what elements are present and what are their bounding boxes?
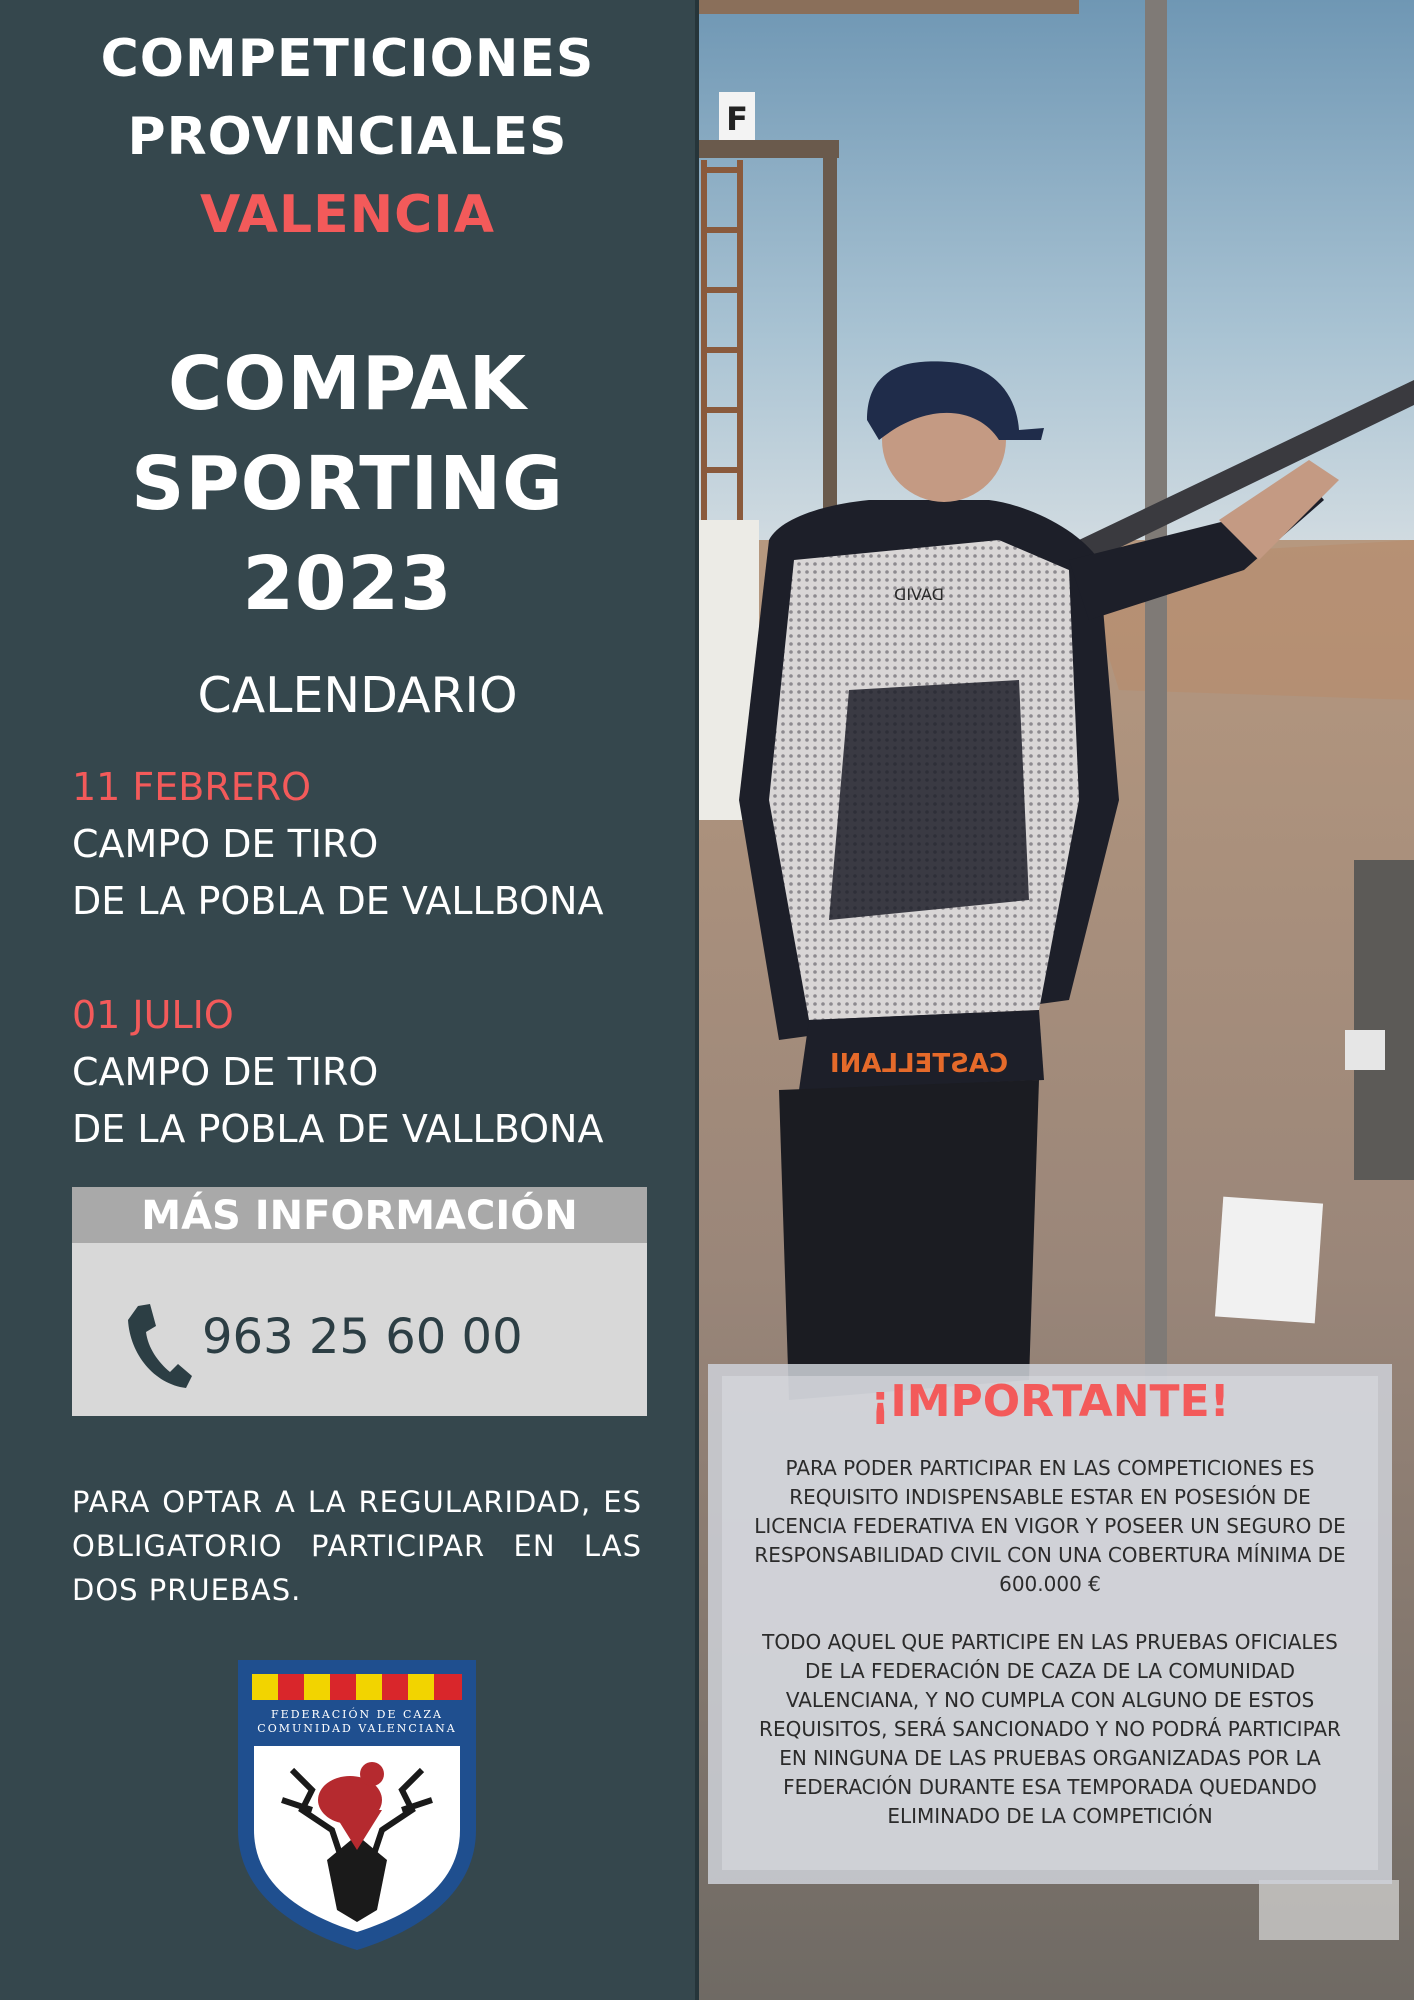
event-place-1-line-1: CAMPO DE TIRO bbox=[72, 822, 379, 866]
important-title: ¡IMPORTANTE! bbox=[870, 1376, 1230, 1427]
crest-text-2: COMUNIDAD VALENCIANA bbox=[257, 1722, 457, 1735]
header-line-1: COMPETICIONES bbox=[100, 29, 595, 89]
station-sign: F bbox=[726, 100, 748, 138]
federation-crest bbox=[232, 1660, 482, 1950]
info-title: MÁS INFORMACIÓN bbox=[72, 1187, 647, 1243]
vest-name: DAVID bbox=[894, 585, 944, 604]
crest-stripes bbox=[252, 1674, 462, 1700]
event-date-2: 01 JULIO bbox=[72, 993, 234, 1037]
important-box bbox=[708, 1364, 1392, 1884]
phone-icon bbox=[124, 1300, 194, 1390]
event-place-1-line-2: DE LA POBLA DE VALLBONA bbox=[72, 879, 604, 923]
regularity-note: PARA OPTAR A LA REGULARIDAD, ES OBLIGATORIO PARTICIPAR EN LAS DOS PRUEBAS. bbox=[72, 1485, 642, 1607]
event-title-line-1: COMPAK bbox=[168, 341, 527, 427]
important-paragraph-2: TODO AQUEL QUE PARTICIPE EN LAS PRUEBAS OFICIALES DE LA FEDERACIÓN DE CAZA DE LA COMUNIDAD VALENCIANA, Y NO CUMPLA CON ALGUNO DE ESTOS REQUISITOS, SERÁ SANCIONADO Y NO PODRÁ PARTICIPAR EN NINGUNA DE LAS PRUEBAS ORGANIZADAS POR LA FEDERACIÓN DURANTE ESA TEMPORADA QUEDANDO ELIMINADO DE LA COMPETICIÓN bbox=[759, 1630, 1341, 1828]
event-place-2-line-2: DE LA POBLA DE VALLBONA bbox=[72, 1107, 604, 1151]
info-box bbox=[72, 1187, 647, 1416]
important-paragraph-1: PARA PODER PARTICIPAR EN LAS COMPETICIONES ES REQUISITO INDISPENSABLE ESTAR EN POSESIÓN DE LICENCIA FEDERATIVA EN VIGOR Y POSEER UN SEGURO DE RESPONSABILIDAD CIVIL CON UNA COBERTURA MÍNIMA DE 600.000 € bbox=[754, 1456, 1346, 1596]
header-line-2: PROVINCIALES bbox=[127, 107, 568, 167]
event-title-line-2: SPORTING bbox=[131, 441, 564, 527]
event-place-2-line-1: CAMPO DE TIRO bbox=[72, 1050, 379, 1094]
calendar-label: CALENDARIO bbox=[197, 667, 518, 724]
crest-text-1: FEDERACIÓN DE CAZA bbox=[271, 1708, 443, 1721]
phone-number[interactable]: 963 25 60 00 bbox=[202, 1309, 523, 1365]
event-title-year: 2023 bbox=[242, 541, 453, 627]
event-date-1: 11 FEBRERO bbox=[72, 765, 312, 809]
header-province: VALENCIA bbox=[200, 185, 495, 245]
vest-brand: CASTELLANI bbox=[829, 1049, 1009, 1079]
